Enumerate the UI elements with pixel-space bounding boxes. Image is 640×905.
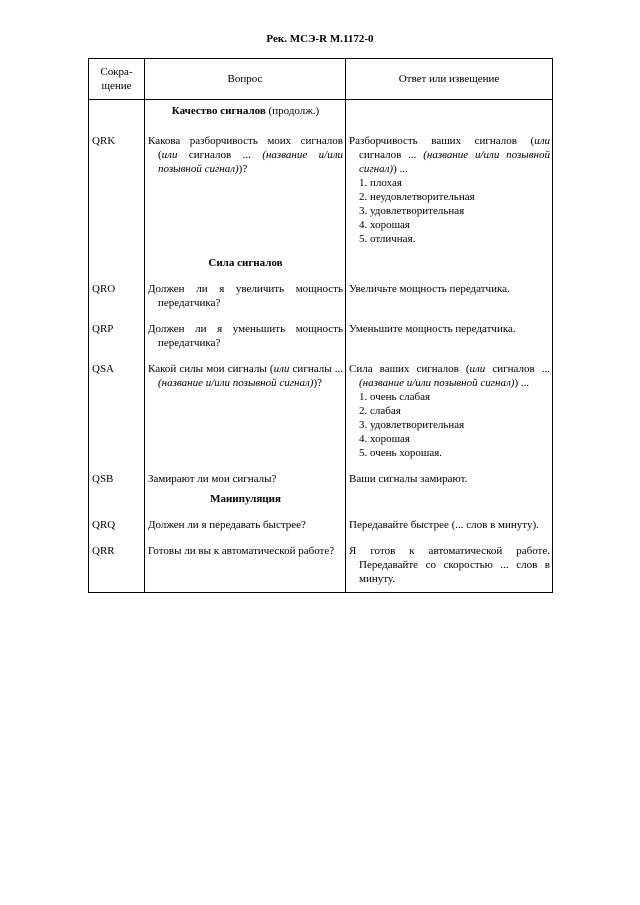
code-cell: QRR bbox=[89, 544, 145, 593]
question-cell: Должен ли я увеличить мощность передатчика? bbox=[145, 282, 346, 322]
list-item: 4. хорошая bbox=[359, 433, 410, 445]
table-row-qsa bbox=[89, 362, 553, 472]
q-code-table bbox=[88, 58, 553, 593]
code-cell: QRO bbox=[89, 282, 145, 322]
question-cell: Замирают ли мои сигналы? bbox=[145, 472, 346, 486]
column-header-question: Вопрос bbox=[145, 59, 346, 100]
code-cell: QRP bbox=[89, 322, 145, 362]
question-cell: Должен ли я передавать быстрее? bbox=[145, 518, 346, 544]
table-row-qrp bbox=[89, 322, 553, 362]
answer-cell: Ваши сигналы замирают. bbox=[346, 472, 553, 486]
table-row-qrk bbox=[89, 132, 553, 246]
abbr-header-text: Сокра- щение bbox=[100, 66, 133, 92]
answer-cell: Уменьшите мощность передатчика. bbox=[346, 322, 553, 362]
table-row-qrq bbox=[89, 518, 553, 544]
list-item: 3. удовлетворительная bbox=[359, 205, 465, 217]
section-row-quality bbox=[89, 100, 553, 133]
list-item: 5. отличная. bbox=[359, 233, 416, 245]
code-cell: QRQ bbox=[89, 518, 145, 544]
question-cell: Какова разборчивость моих сигналов (или сигналов ... (название и/или позывной сигнал))? bbox=[145, 132, 346, 246]
answer-cell: Передавайте быстрее (... слов в минуту). bbox=[346, 518, 553, 544]
table-row-qro bbox=[89, 282, 553, 322]
list-item: 2. слабая bbox=[359, 405, 401, 417]
list-item: 3. удовлетворительная bbox=[359, 419, 465, 431]
table-row-qsb bbox=[89, 472, 553, 486]
list-item: 4. хорошая bbox=[359, 219, 410, 231]
list-item: 1. плохая bbox=[359, 177, 402, 189]
column-header-answer: Ответ или извещение bbox=[346, 59, 553, 100]
answer-cell: Увеличьте мощность передатчика. bbox=[346, 282, 553, 322]
table-row-qrr bbox=[89, 544, 553, 593]
code-cell: QSB bbox=[89, 472, 145, 486]
section-row-manipulation bbox=[89, 486, 553, 518]
section-row-strength bbox=[89, 246, 553, 282]
column-header-abbr bbox=[89, 59, 145, 100]
list-item: 1. очень слабая bbox=[359, 391, 431, 403]
code-cell: QSA bbox=[89, 362, 145, 472]
strength-scale-list bbox=[349, 390, 550, 460]
question-cell: Какой силы мои сигналы (или сигналы ... (название и/или позывной сигнал))? bbox=[145, 362, 346, 472]
code-cell: QRK bbox=[89, 132, 145, 246]
section-title-manipulation: Манипуляция bbox=[145, 486, 346, 518]
table-header-row bbox=[89, 59, 553, 100]
section-title-quality: Качество сигналов (продолж.) bbox=[145, 100, 346, 133]
page-header: Рек. МСЭ-R M.1172-0 bbox=[266, 33, 374, 45]
legibility-scale-list bbox=[349, 176, 550, 246]
question-cell: Готовы ли вы к автоматической работе? bbox=[145, 544, 346, 593]
answer-cell: Сила ваших сигналов (или сигналов ... (название и/или позывной сигнал)) ... 1. очень слабая 2. слабая 3. удовлетворительная 4. хорошая 5. очень хорошая. bbox=[346, 362, 553, 472]
answer-cell: Я готов к автоматической работе. Передавайте со скоростью ... слов в минуту. bbox=[346, 544, 553, 593]
section-title-strength: Сила сигналов bbox=[145, 246, 346, 282]
answer-cell: Разборчивость ваших сигналов (или сигналов ... (название и/или позывной сигнал)) ... 1. плохая 2. неудовлетворительная 3. удовлетворительная 4. хорошая 5. отличная. bbox=[346, 132, 553, 246]
list-item: 5. очень хорошая. bbox=[359, 447, 443, 459]
list-item: 2. неудовлетворительная bbox=[359, 191, 475, 203]
question-cell: Должен ли я уменьшить мощность передатчика? bbox=[145, 322, 346, 362]
